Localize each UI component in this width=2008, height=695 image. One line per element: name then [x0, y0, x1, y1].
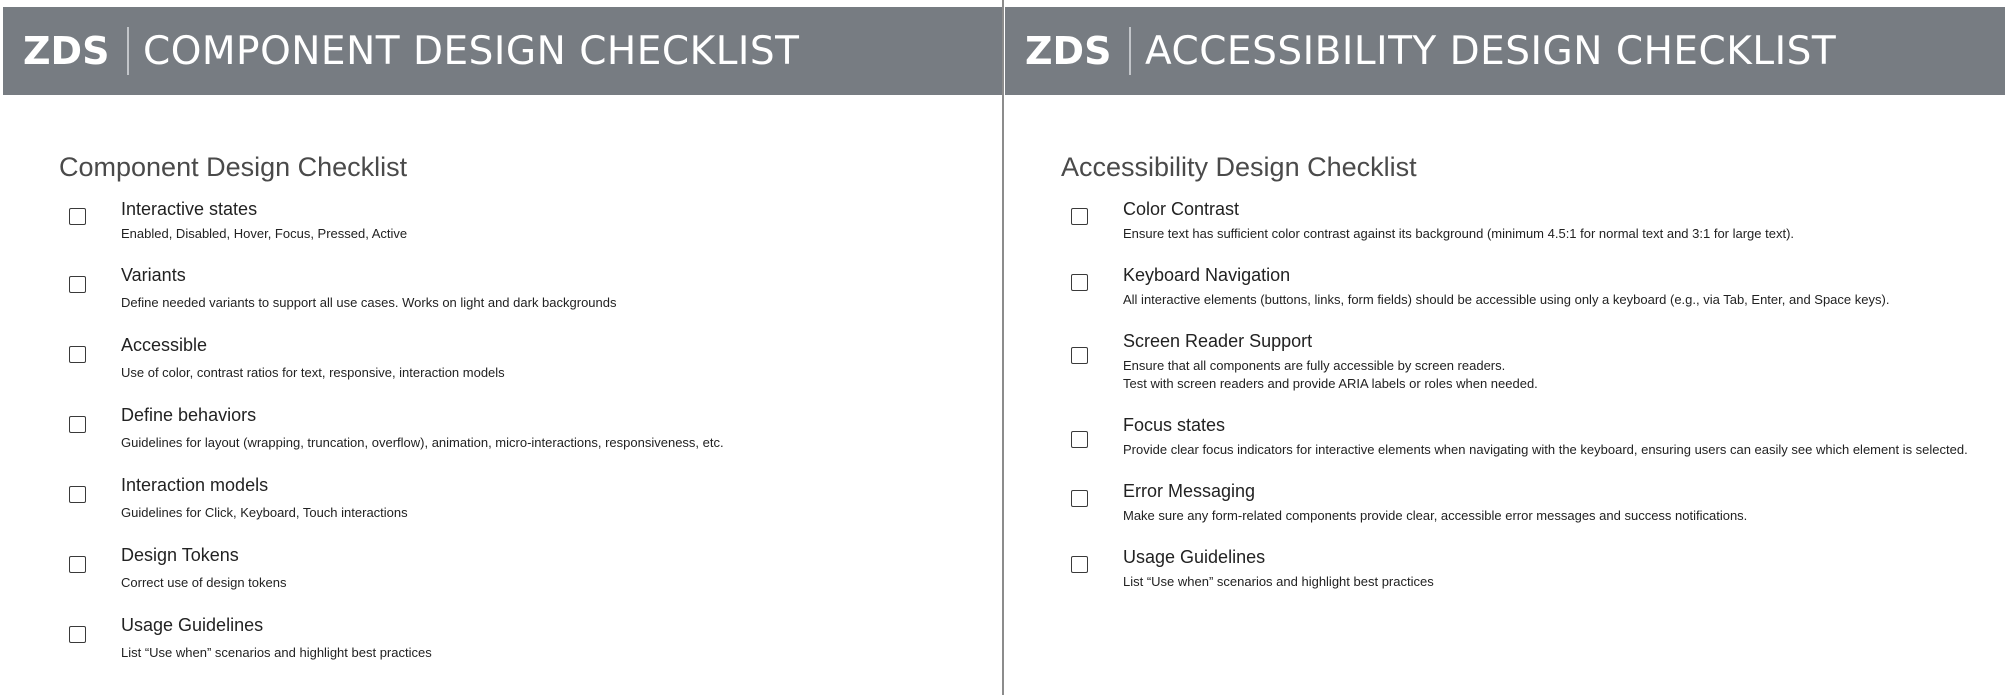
- item-description: Ensure text has sufficient color contrast against its background (minimum 4.5:1 for normal text and 3:1 for large text).: [1123, 226, 1795, 242]
- header-separator: [127, 27, 129, 75]
- checklist-item: [1061, 480, 2005, 525]
- panel-header: [1005, 7, 2005, 95]
- item-title: Usage Guidelines: [1123, 547, 1266, 568]
- item-description: Guidelines for Click, Keyboard, Touch interactions: [121, 505, 408, 521]
- checkbox[interactable]: [69, 346, 86, 363]
- item-description: List “Use when” scenarios and highlight best practices: [1123, 574, 1434, 590]
- checkbox[interactable]: [1071, 431, 1088, 448]
- checklist-item: [59, 544, 1003, 592]
- checkbox[interactable]: [69, 486, 86, 503]
- checkbox[interactable]: [1071, 274, 1088, 291]
- panel-divider: [1002, 0, 1004, 695]
- checklist-item: [1061, 546, 2005, 591]
- checkbox[interactable]: [1071, 490, 1088, 507]
- checklist-item: [1061, 414, 2005, 459]
- item-title: Accessible: [121, 335, 208, 356]
- checkbox[interactable]: [69, 626, 86, 643]
- section-title: Accessibility Design Checklist: [1061, 152, 1417, 182]
- checklist-item: [59, 614, 1003, 662]
- accessibility-checklist-panel: [1005, 7, 2005, 695]
- item-description: List “Use when” scenarios and highlight best practices: [121, 645, 432, 661]
- section-title: Component Design Checklist: [59, 152, 408, 182]
- component-checklist-panel: [3, 7, 1003, 695]
- checklist-item: [59, 334, 1003, 382]
- item-title: Variants: [121, 265, 186, 286]
- item-title: Define behaviors: [121, 405, 257, 426]
- checklist-content: [1005, 95, 2005, 591]
- checklist-item: [1061, 330, 2005, 393]
- item-title: Screen Reader Support: [1123, 331, 1313, 352]
- checklist-item: [1061, 264, 2005, 309]
- header-separator: [1129, 27, 1131, 75]
- checklist-item: [59, 404, 1003, 452]
- checkbox[interactable]: [1071, 556, 1088, 573]
- checklist-item: [59, 264, 1003, 312]
- item-description: All interactive elements (buttons, links, form fields) should be accessible using only a keyboard (e.g., via Tab, Enter, and Space keys).: [1123, 292, 1890, 308]
- item-description: Provide clear focus indicators for interactive elements when navigating with the keyboard, ensuring users can easily see which element is selected.: [1123, 442, 1968, 458]
- item-title: Design Tokens: [121, 545, 239, 566]
- item-description: Make sure any form-related components provide clear, accessible error messages and success notifications.: [1123, 508, 1748, 524]
- item-description: Guidelines for layout (wrapping, truncation, overflow), animation, micro-interactions, responsiveness, etc.: [121, 435, 724, 451]
- checklist-item: [59, 474, 1003, 522]
- checkbox[interactable]: [69, 556, 86, 573]
- header-title: ACCESSIBILITY DESIGN CHECKLIST: [1144, 28, 1837, 74]
- item-description: Correct use of design tokens: [121, 575, 287, 591]
- item-title: Keyboard Navigation: [1123, 265, 1291, 286]
- item-description: Use of color, contrast ratios for text, responsive, interaction models: [121, 365, 505, 381]
- checkbox[interactable]: [1071, 347, 1088, 364]
- item-title: Error Messaging: [1123, 481, 1256, 502]
- checklist-item: [1061, 198, 2005, 243]
- item-description: Enabled, Disabled, Hover, Focus, Pressed, Active: [121, 226, 408, 242]
- checkbox[interactable]: [69, 208, 86, 225]
- panel-header: [3, 7, 1003, 95]
- zds-logo: ZDS: [23, 29, 110, 73]
- item-title: Interaction models: [121, 475, 269, 496]
- header-title: COMPONENT DESIGN CHECKLIST: [142, 28, 800, 74]
- item-title: Color Contrast: [1123, 199, 1240, 220]
- checkbox[interactable]: [69, 416, 86, 433]
- checklist-item: [59, 198, 1003, 243]
- item-title: Interactive states: [121, 199, 258, 220]
- checklist-content: [3, 95, 1003, 662]
- zds-logo: ZDS: [1025, 29, 1112, 73]
- item-title: Focus states: [1123, 415, 1226, 436]
- checkbox[interactable]: [1071, 208, 1088, 225]
- checkbox[interactable]: [69, 276, 86, 293]
- item-description: Ensure that all components are fully accessible by screen readers. Test with screen readers and provide ARIA labels or roles when needed.: [1123, 358, 1538, 392]
- item-description: Define needed variants to support all use cases. Works on light and dark backgrounds: [121, 295, 617, 311]
- item-title: Usage Guidelines: [121, 615, 264, 636]
